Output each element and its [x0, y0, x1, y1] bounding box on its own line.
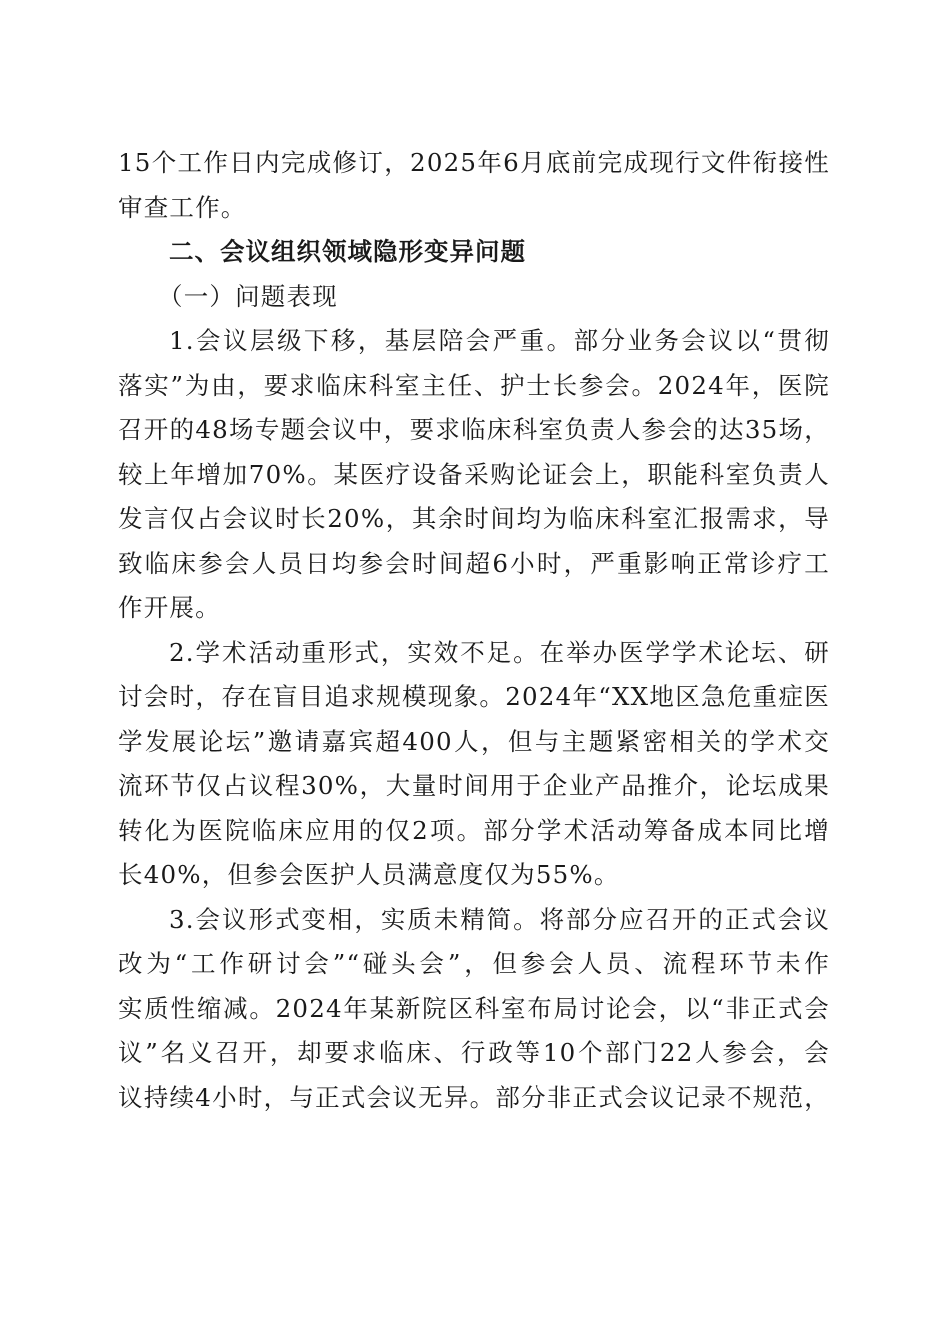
- paragraph-line: 讨会时，存在盲目追求规模现象。2024年“XX地区急危重症医: [118, 682, 830, 711]
- paragraph-line: 作开展。: [118, 593, 221, 622]
- paragraph-line: 1.会议层级下移，基层陪会严重。部分业务会议以“贯彻: [169, 326, 830, 355]
- paragraph-line: 3.会议形式变相，实质未精简。将部分应召开的正式会议: [169, 904, 830, 934]
- paragraph-line: 议持续4小时，与正式会议无异。部分非正式会议记录不规范，: [118, 1082, 830, 1112]
- paragraph-line: 学发展论坛”邀请嘉宾超400人，但与主题紧密相关的学术交: [118, 726, 830, 756]
- paragraph-line: 致临床参会人员日均参会时间超6小时，严重影响正常诊疗工: [118, 548, 830, 578]
- section-heading: 二、会议组织领域隐形变异问题: [169, 237, 526, 266]
- paragraph-line: 较上年增加70%。某医疗设备采购论证会上，职能科室负责人: [118, 459, 830, 489]
- document-body: [118, 141, 830, 1120]
- subsection-heading: （一）问题表现: [158, 281, 338, 311]
- paragraph-line: 召开的48场专题会议中，要求临床科室负责人参会的达35场，: [118, 415, 830, 444]
- paragraph-line: 议”名义召开，却要求临床、行政等10个部门22人参会，会: [118, 1038, 830, 1067]
- paragraph-line: 15个工作日内完成修订，2025年6月底前完成现行文件衔接性: [118, 148, 830, 177]
- paragraph-line: 发言仅占会议时长20%，其余时间均为临床科室汇报需求，导: [118, 504, 830, 533]
- paragraph-line: 审查工作。: [118, 192, 247, 222]
- paragraph-line: 2.学术活动重形式，实效不足。在举办医学学术论坛、研: [169, 637, 830, 667]
- paragraph-line: 落实”为由，要求临床科室主任、护士长参会。2024年，医院: [118, 370, 830, 400]
- paragraph-line: 改为“工作研讨会”“碰头会”，但参会人员、流程环节未作: [118, 949, 830, 978]
- paragraph-line: 转化为医院临床应用的仅2项。部分学术活动筹备成本同比增: [118, 815, 830, 845]
- paragraph-line: 实质性缩减。2024年某新院区科室布局讨论会，以“非正式会: [118, 993, 830, 1023]
- paragraph-line: 流环节仅占议程30%，大量时间用于企业产品推介，论坛成果: [118, 771, 830, 800]
- paragraph-line: 长40%，但参会医护人员满意度仅为55%。: [118, 860, 620, 889]
